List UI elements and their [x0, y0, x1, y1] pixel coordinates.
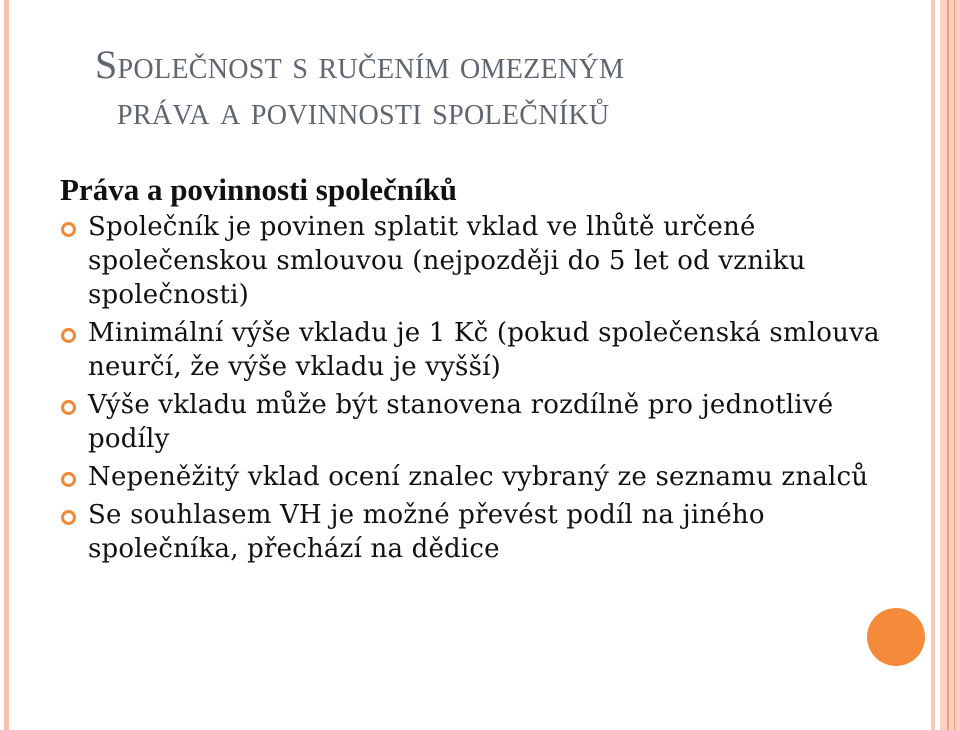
bullet-item — [60, 388, 920, 456]
bullet-ring-icon — [61, 328, 76, 343]
bullet-text: Minimální výše vkladu je 1 Kč (pokud společenská smlouva neurčí, že výše vkladu je vyšší) — [88, 318, 880, 382]
section-heading: Práva a povinnosti společníků — [60, 172, 458, 207]
right-border-line — [954, 0, 955, 730]
bullet-item — [60, 210, 920, 312]
bullet-ring-icon — [61, 400, 76, 415]
slide-content — [60, 172, 920, 570]
right-border-line — [947, 0, 949, 730]
bullet-ring-icon — [61, 472, 76, 487]
bullet-item — [60, 498, 920, 566]
slide-title — [95, 42, 624, 134]
bullet-item — [60, 316, 920, 384]
decorative-orange-circle — [867, 608, 925, 666]
bullet-item — [60, 460, 920, 494]
bullet-ring-icon — [61, 510, 76, 525]
right-border-band — [940, 0, 960, 730]
left-border-stripe — [4, 0, 9, 730]
right-border-stripe — [931, 0, 935, 730]
title-line-2: práva a povinnosti společníků — [117, 88, 610, 133]
bullet-ring-icon — [61, 222, 76, 237]
title-line-1: Společnost s ručením omezeným — [95, 42, 625, 87]
bullet-text: Se souhlasem VH je možné převést podíl na jiného společníka, přechází na dědice — [88, 500, 765, 564]
bullet-text: Nepeněžitý vklad ocení znalec vybraný ze seznamu znalců — [88, 462, 869, 492]
bullet-text: Společník je povinen splatit vklad ve lhůtě určené společenskou smlouvou (nejpozději do 5 let od vzniku společnosti) — [88, 212, 806, 310]
bullet-text: Výše vkladu může být stanovena rozdílně pro jednotlivé podíly — [88, 390, 834, 454]
